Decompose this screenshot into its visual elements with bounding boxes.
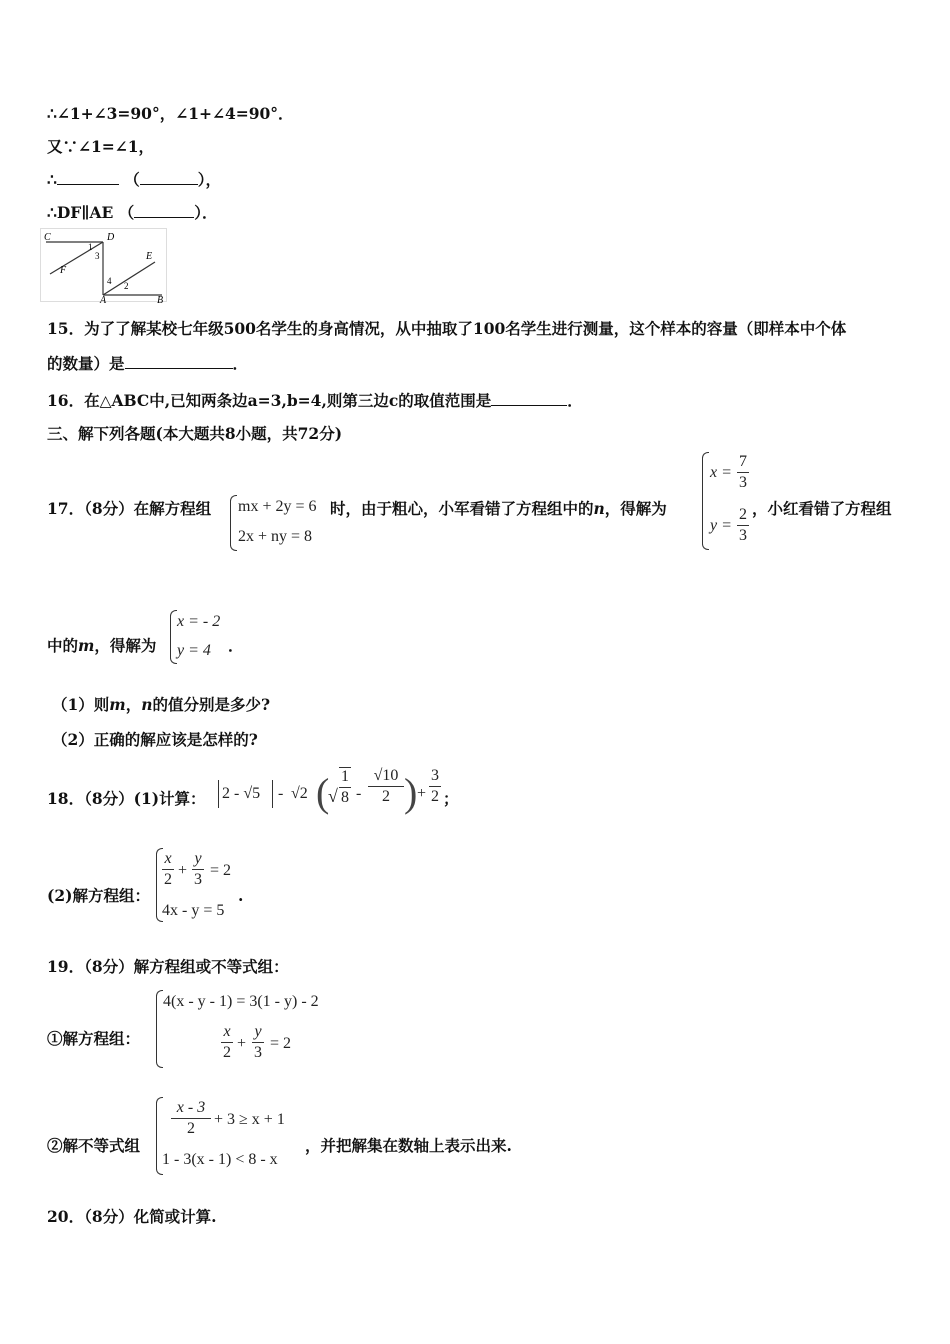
q18-prefix: 18．（8分）(1)计算：: [47, 789, 206, 808]
q17-suffix: ，小红看错了方程组: [752, 499, 892, 518]
fraction-y-3: [252, 1023, 264, 1062]
q17-prefix: 17．（8分）在解方程组: [47, 499, 212, 518]
abs-bar-right: [272, 780, 273, 808]
proof-line-4: [47, 203, 218, 223]
q17-sub-1: [52, 695, 270, 715]
section-heading: 三、解下列各题(本大题共8小题，共72分): [47, 424, 343, 443]
fraction-y-3: [192, 850, 204, 889]
numerator: x: [164, 850, 172, 867]
denominator: 2: [382, 788, 390, 805]
label-f: F: [60, 265, 67, 276]
numerator: x - 3: [176, 1099, 206, 1116]
answer-blank[interactable]: [491, 391, 567, 406]
equation-4x-y: 4x - y = 5: [162, 902, 225, 919]
denominator: 3: [739, 474, 747, 491]
sqrt-2: √2: [291, 785, 308, 802]
solution-2-y: y = 4: [177, 642, 211, 659]
q17-line2-prefix: 中的: [47, 636, 79, 655]
angle-2-label: 2: [124, 281, 129, 291]
fraction-3-2: [429, 767, 441, 806]
solution-brace: [170, 610, 177, 664]
inequality-2: 1 - 3(x - 1) < 8 - x: [162, 1151, 278, 1168]
denominator: 3: [254, 1044, 262, 1061]
angle-4-label: 4: [107, 276, 112, 286]
fraction-x-minus-3-over-2: [171, 1099, 211, 1138]
denominator: 2: [431, 788, 439, 805]
solution-2-x: x = - 2: [177, 613, 221, 630]
equals-2: = 2: [210, 862, 232, 879]
sqrt-sign: √: [328, 786, 338, 806]
proof-line-4-close: ）．: [194, 203, 218, 222]
minus-sign: -: [278, 785, 284, 802]
abs-bar-left: [218, 780, 219, 808]
label-b: B: [157, 295, 164, 304]
sub1-text-a: （1）则: [52, 695, 110, 714]
fraction-x-2: [162, 850, 174, 889]
var-m: m: [78, 636, 95, 655]
equation-2: 2x + ny = 8: [238, 528, 313, 545]
numerator: y: [194, 850, 202, 867]
q18-part2-end: .: [238, 886, 244, 905]
denominator: 2: [223, 1044, 231, 1061]
answer-blank[interactable]: [57, 170, 119, 185]
inequality-1-rest: + 3 ≥ x + 1: [214, 1111, 285, 1128]
fraction-2-3: [737, 506, 749, 545]
numerator: √10: [373, 767, 399, 784]
q17-line2-end: ．: [228, 636, 244, 655]
q17-line2-mid: ，得解为: [94, 636, 157, 655]
paren-open: （: [124, 170, 140, 189]
denominator: 3: [194, 871, 202, 888]
fraction-sqrt10-2: [368, 767, 404, 806]
denominator: 2: [187, 1120, 195, 1137]
solution-1-x: x =: [710, 464, 732, 481]
q19-part-1: ①解方程组：: [47, 1029, 141, 1048]
denominator: 2: [164, 871, 172, 888]
q16-end: ．: [567, 391, 583, 410]
reason-blank[interactable]: [134, 203, 194, 218]
proof-line-3: [47, 170, 221, 190]
solution-1-y: y =: [710, 517, 732, 534]
solution-brace: [702, 452, 709, 550]
numerator: 3: [431, 767, 439, 784]
numerator: 1: [341, 768, 349, 785]
plus-sign: +: [178, 862, 188, 879]
plus-sign: +: [237, 1035, 247, 1052]
system-brace: [156, 990, 163, 1068]
q17-line-2: [47, 636, 156, 656]
reason-blank[interactable]: [140, 170, 198, 185]
plus-sign: +: [417, 785, 427, 802]
var-m: m: [109, 695, 126, 714]
numerator: y: [254, 1023, 262, 1040]
geometry-figure: [40, 228, 170, 304]
paren-right: ): [404, 770, 418, 815]
q16-text: 16．在△ABC中,已知两条边a=3,b=4,则第三边c的取值范围是: [47, 391, 492, 410]
angle-1-label: 1: [88, 242, 93, 252]
q18-part-2: (2)解方程组：: [47, 886, 150, 905]
label-a: A: [100, 295, 107, 304]
proof-line-3-prefix: ∴: [47, 170, 57, 189]
equation-4x-y-1: 4(x - y - 1) = 3(1 - y) - 2: [163, 993, 319, 1010]
denominator: 8: [341, 789, 349, 806]
var-n: n: [141, 695, 153, 714]
q18-end: ；: [443, 789, 459, 808]
paren-left: (: [316, 770, 330, 815]
var-n: n: [593, 499, 605, 518]
equation-1: mx + 2y = 6: [238, 498, 317, 515]
label-c: C: [44, 232, 51, 243]
q16-line: [47, 391, 583, 411]
numerator: x: [223, 1023, 231, 1040]
answer-blank[interactable]: [125, 354, 233, 369]
sub1-comma: ，: [125, 695, 142, 714]
proof-line-1: ∴∠1+∠3=90°，∠1+∠4=90°．: [47, 104, 294, 123]
q17-sub-2: （2）正确的解应该是怎样的?: [52, 730, 258, 749]
abs-expression: 2 - √5: [222, 785, 261, 802]
proof-line-2: 又∵∠1=∠1，: [47, 137, 155, 156]
q17-middle2-text: ，得解为: [604, 499, 667, 518]
fraction-x-2: [221, 1023, 233, 1062]
q15-line-1: 15．为了了解某校七年级500名学生的身高情况，从中抽取了100名学生进行测量，这个样本的容量（即样本中个体: [47, 319, 847, 338]
label-e: E: [146, 251, 153, 262]
minus-sign: -: [356, 785, 362, 802]
q17-middle: [330, 499, 667, 519]
q15-end: ．: [232, 354, 249, 373]
q15-text: 的数量）是: [47, 354, 125, 373]
label-d: D: [107, 232, 115, 243]
numerator: 2: [739, 506, 747, 523]
numerator: 7: [739, 453, 747, 470]
paren-close: ），: [197, 170, 222, 189]
denominator: 3: [739, 527, 747, 544]
q19-part2-suffix: ，并把解集在数轴上表示出来.: [305, 1136, 512, 1155]
q20-title: 20．（8分）化简或计算.: [47, 1207, 217, 1226]
sub1-text-b: 的值分别是多少?: [152, 695, 271, 714]
system-brace: [230, 495, 237, 551]
q15-line-2: [47, 354, 248, 374]
angle-3-label: 3: [95, 251, 100, 261]
q19-title: 19．（8分）解方程组或不等式组：: [47, 957, 289, 976]
proof-line-4-prefix: ∴DF∥AE （: [47, 203, 135, 222]
fraction-7-3: [737, 453, 749, 492]
equals-2: = 2: [270, 1035, 292, 1052]
q19-part-2: ②解不等式组: [47, 1136, 141, 1155]
fraction-1-8: [339, 767, 351, 807]
q17-middle-text: 时，由于粗心，小军看错了方程组中的: [330, 499, 594, 518]
